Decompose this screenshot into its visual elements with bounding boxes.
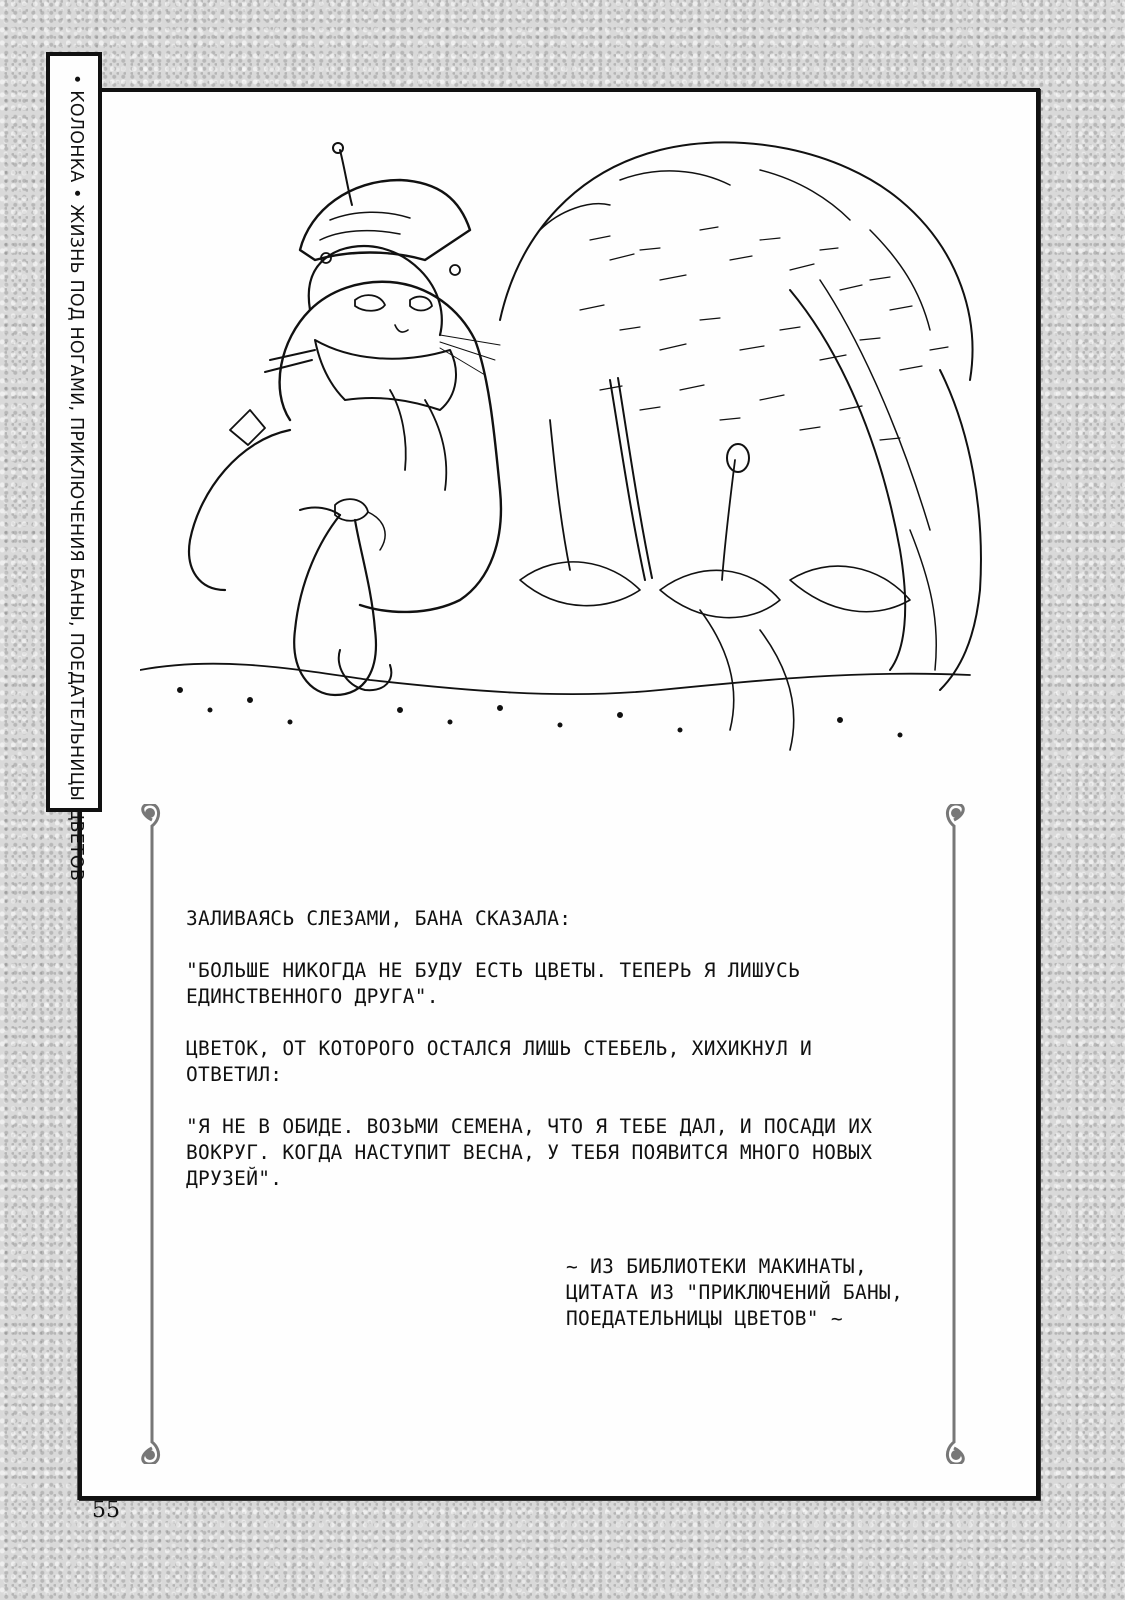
side-tab-label: • КОЛОНКА • ЖИЗНЬ ПОД НОГАМИ, ПРИКЛЮЧЕНИЯ БАНЫ, ПОЕДАТЕЛЬНИЦЫ ЦВЕТОВ <box>66 74 86 882</box>
panel-bracket-left <box>138 804 168 1464</box>
story-paragraph: ЦВЕТОК, ОТ КОТОРОГО ОСТАЛСЯ ЛИШЬ СТЕБЕЛЬ, ХИХИКНУЛ И ОТВЕТИЛ: <box>186 1037 813 1086</box>
panel-bracket-right <box>938 804 968 1464</box>
page-number: 55 <box>92 1498 120 1523</box>
quote-attribution: ~ ИЗ БИБЛИОТЕКИ МАКИНАТЫ, ЦИТАТА ИЗ "ПРИКЛЮЧЕНИЙ БАНЫ, ПОЕДАТЕЛЬНИЦЫ ЦВЕТОВ" ~ <box>566 1255 904 1330</box>
story-paragraph: ЗАЛИВАЯСЬ СЛЕЗАМИ, БАНА СКАЗАЛА: <box>186 907 572 930</box>
story-paragraph: "Я НЕ В ОБИДЕ. ВОЗЬМИ СЕМЕНА, ЧТО Я ТЕБЕ ДАЛ, И ПОСАДИ ИХ ВОКРУГ. КОГДА НАСТУПИТ ВЕСНА, У ТЕБЯ ПОЯВИТСЯ МНОГО НОВЫХ ДРУЗЕЙ". <box>186 1115 873 1190</box>
story-panel <box>138 804 968 1464</box>
side-tab <box>46 52 102 882</box>
story-paragraph: "БОЛЬШЕ НИКОГДА НЕ БУДУ ЕСТЬ ЦВЕТЫ. ТЕПЕРЬ Я ЛИШУСЬ ЕДИНСТВЕННОГО ДРУГА". <box>186 959 801 1008</box>
story-text <box>186 906 906 1218</box>
mouse-and-flowers-illustration <box>140 110 1000 810</box>
